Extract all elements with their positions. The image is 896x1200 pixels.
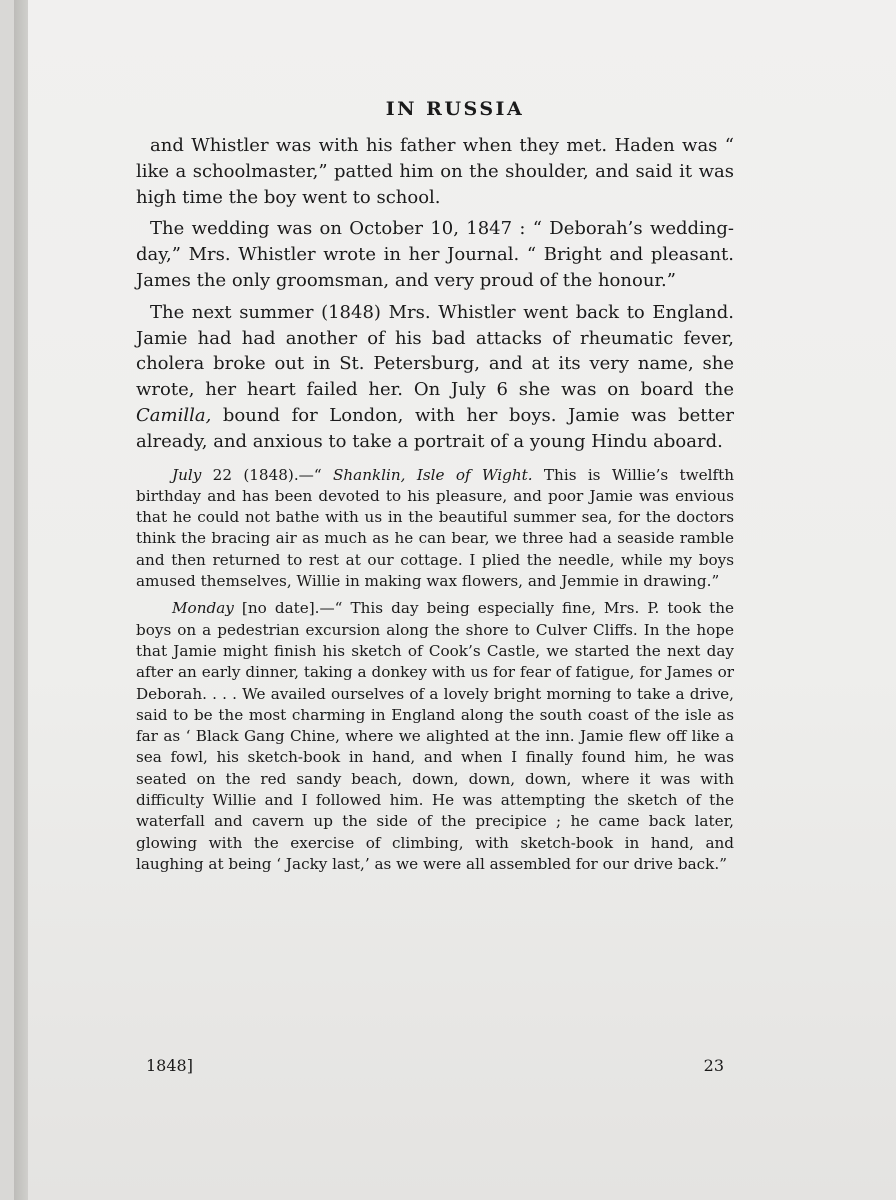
page-edge	[14, 0, 28, 1200]
paragraph: The next summer (1848) Mrs. Whistler went back to England. Jamie had had another of his bad attacks of rheumatic fever, cholera broke out in St. Petersburg, and at its very name, she wrote, her heart failed her. On July 6 she was on board the Camilla, bound for London, with her boys. Jamie was better already, and anxious to take a portrait of a young Hindu aboard.	[136, 301, 734, 452]
book-page	[14, 0, 896, 1200]
narrative-section	[136, 133, 734, 455]
paragraph: The wedding was on October 10, 1847 : “ Deborah’s wedding-day,” Mrs. Whistler wrote in her Journal. “ Bright and pleasant. James the only groomsman, and very proud of the honour.”	[136, 218, 734, 291]
paragraph: and Whistler was with his father when they met. Haden was “ like a schoolmaster,” patted him on the shoulder, and said it was high time the boy went to school.	[136, 135, 734, 208]
page-number: 23	[703, 1056, 724, 1075]
running-head: IN RUSSIA	[385, 98, 525, 120]
journal-extracts	[136, 465, 734, 876]
footer-year: 1848]	[146, 1056, 193, 1075]
journal-entry: July 22 (1848).—“ Shanklin, Isle of Wight. This is Willie’s twelfth birthday and has been devoted to his pleasure, and poor Jamie was envious that he could not bathe with us in the beautiful summer sea, for the doctors think the bracing air as much as he can bear, we three had a seaside ramble and then returned to rest at our cottage. I plied the needle, while my boys amused themselves, Willie in making wax flowers, and Jemmie in drawing.”	[136, 465, 734, 591]
body-text	[136, 133, 734, 875]
journal-entry: Monday [no date].—“ This day being especially fine, Mrs. P. took the boys on a pedestrian excursion along the shore to Culver Cliffs. In the hope that Jamie might finish his sketch of Cook’s Castle, we started the next day after an early dinner, taking a donkey with us for fear of fatigue, for James or Deborah. . . . We availed ourselves of a lovely bright morning to take a drive, said to be the most charming in England along the south coast of the isle as far as ‘ Black Gang Chine, where we alighted at the inn. Jamie flew off like a sea fowl, his sketch-book in hand, and when I finally found him, he was seated on the red sandy beach, down, down, down, where it was with difficulty Willie and I followed him. He was attempting the sketch of the waterfall and cavern up the side of the precipice ; he came back later, glowing with the exercise of climbing, with sketch-book in hand, and laughing at being ‘ Jacky last,’ as we were all assembled for our drive back.”	[136, 599, 734, 873]
